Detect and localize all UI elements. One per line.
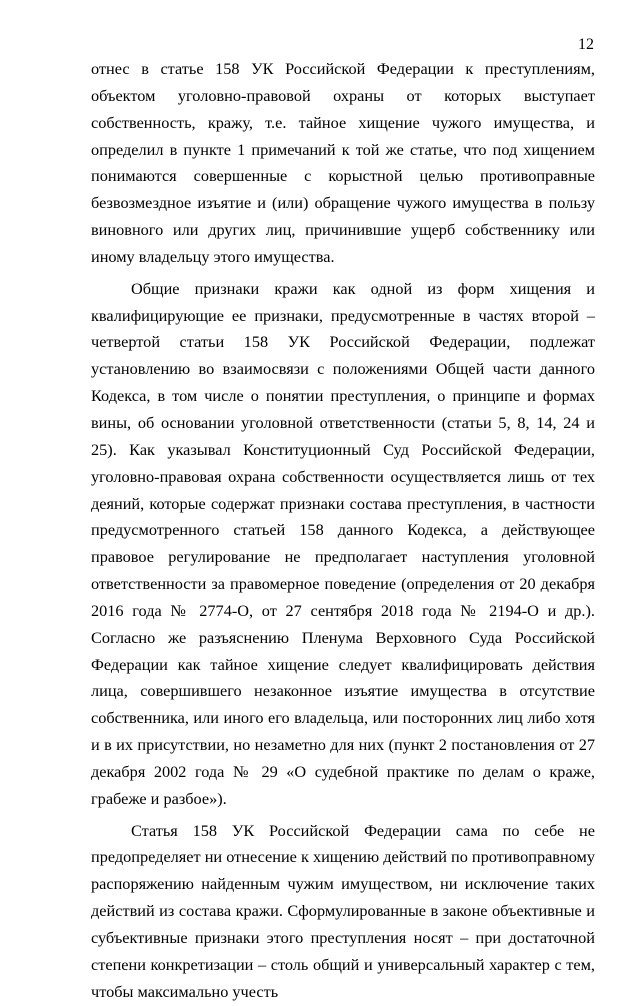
paragraph-general-features: Общие признаки кражи как одной из форм хищения и квалифицирующие ее признаки, предусмотренные в частях второй – четвертой статьи 158 УК Российской Федерации, подлежат установлению во взаимосвязи с положениями Общей части данного Кодекса, в том числе о понятии преступления, о принципе и формах вины, об основании уголовной ответственности (статьи 5, 8, 14, 24 и 25). Как указывал Конституционный Суд Российской Федерации, уголовно-правовая охрана собственности осуществляется лишь от тех деяний, которые содержат признаки состава преступления, в частности предусмотренного статьей 158 данного Кодекса, а действующее правовое регулирование не предполагает наступления уголовной ответственности за правомерное поведение (определения от 20 декабря 2016 года № 2774-О, от 27 сентября 2018 года № 2194-О и др.). Согласно же разъяснению Пленума Верховного Суда Российской Федерации как тайное хищение следует квалифицировать действия лица, совершившего незаконное изъятие имущества в отсутствие собственника, или иного его владельца, или посторонних лиц либо хотя и в их присутствии, но незаметно для них (пункт 2 постановления от 27 декабря 2002 года № 29 «О судебной практике по делам о краже, грабеже и разбое»). [91,278,595,808]
paragraph-article-158: Статья 158 УК Российской Федерации сама по себе не предопределяет ни отнесение к хищению действий по противоправному распоряжению найденным чужим имуществом, ни исключение таких действий из состава кражи. Сформулированные в законе объективные и субъективные признаки этого преступления носят – при достаточной степени конкретизации – столь общий и универсальный характер с тем, чтобы максимально учесть [91,820,595,1001]
page-number: 12 [578,36,594,53]
document-body [91,56,595,1006]
paragraph-continuation: отнес в статье 158 УК Российской Федерации к преступлениям, объектом уголовно-правовой охраны от которых выступает собственность, кражу, т.е. тайное хищение чужого имущества, и определил в пункте 1 примечаний к той же статье, что под хищением понимаются совершенные с корыстной целью противоправные безвозмездное изъятие и (или) обращение чужого имущества в пользу виновного или других лиц, причинившие ущерб собственнику или иному владельцу этого имущества. [91,59,595,266]
